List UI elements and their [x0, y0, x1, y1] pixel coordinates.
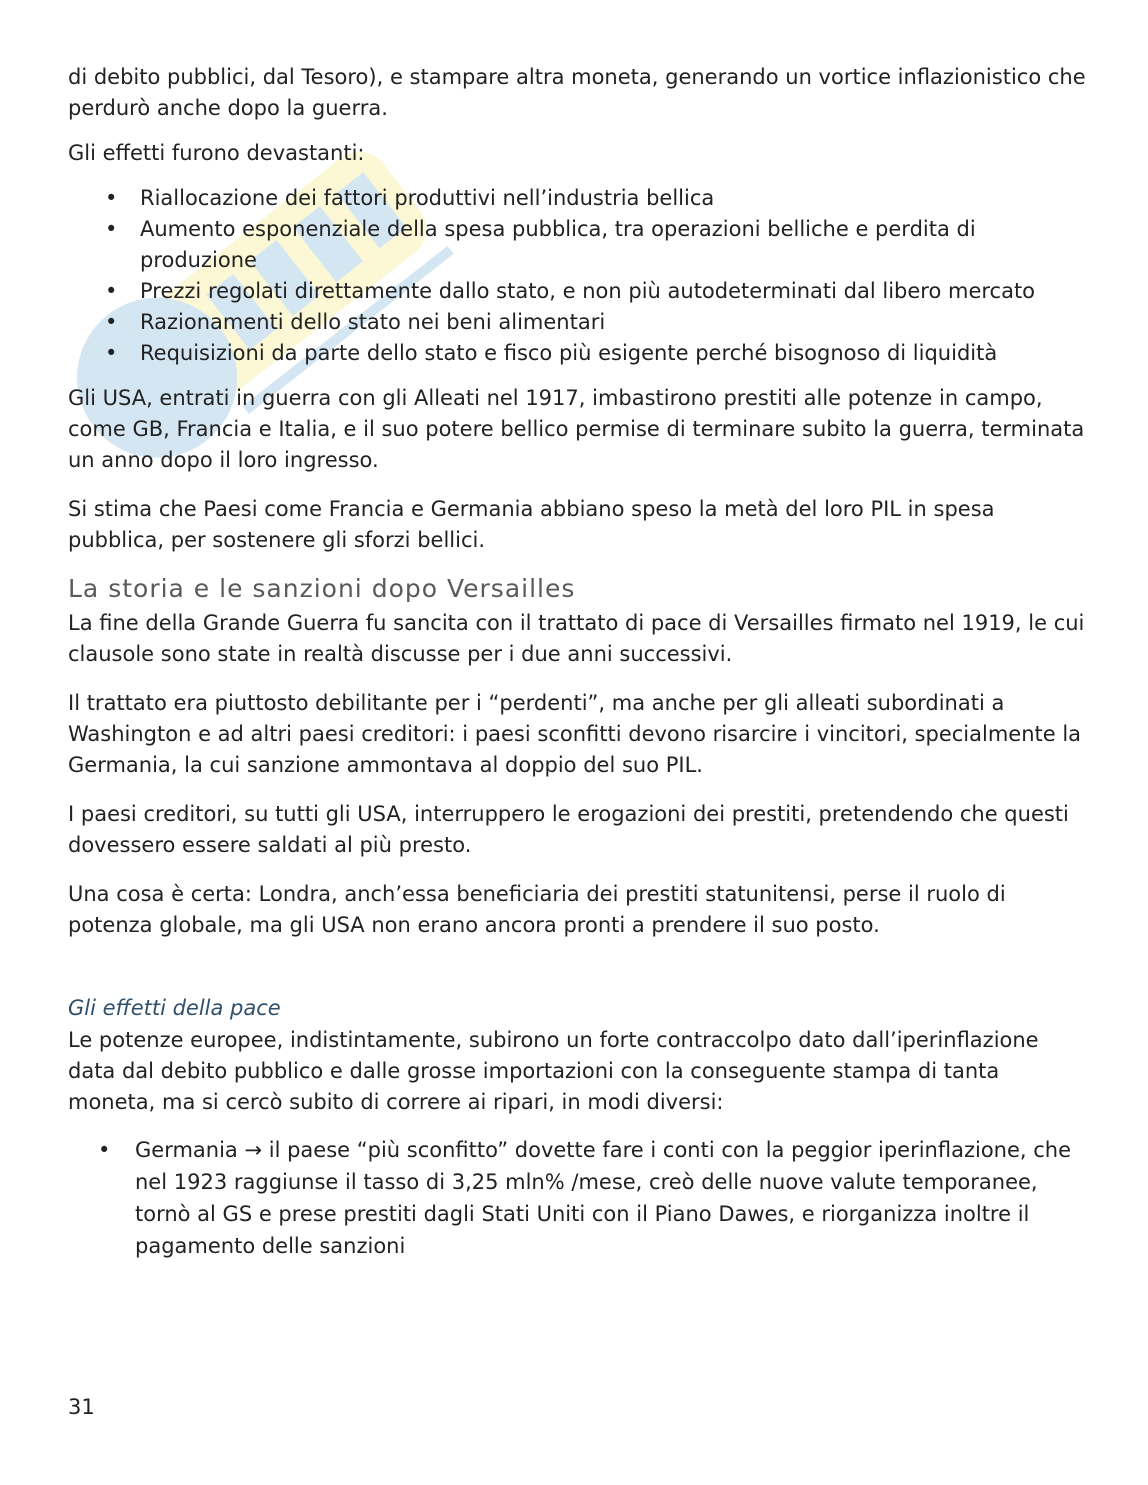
bullet-icon: • [105, 217, 118, 241]
list-item: • Germania → il paese “più sconfitto” dovette fare i conti con la peggior iperinflazione, che nel 1923 raggiunse il tasso di 3,25 mln% /mese, creò delle nuove valute temporanee, tornò al GS e prese prestiti dagli Stati Uniti con il Piano Dawes, e riorganizza inoltre il pagamento delle sanzioni [68, 1134, 1088, 1262]
paragraph-usa: Gli USA, entrati in guerra con gli Alleati nel 1917, imbastirono prestiti alle potenze in campo, come GB, Francia e Italia, e il suo potere bellico permise di terminare subito la guerra, terminata un anno dopo il loro ingresso. [68, 386, 1085, 472]
bullet-icon: • [98, 1138, 111, 1162]
bullet-icon: • [105, 310, 118, 334]
list-item: • Razionamenti dello stato nei beni alimentari [68, 307, 1088, 338]
paragraph-potenze: Le potenze europee, indistintamente, subirono un forte contraccolpo dato dall’iperinflazione data dal debito pubblico e dalle grosse importazioni con la conseguente stampa di tanta moneta, ma si cercò subito di correre ai ripari, in modi diversi: [68, 1028, 1039, 1114]
page-number: 31 [68, 1395, 95, 1419]
bullet-icon: • [105, 186, 118, 210]
paragraph-trattato: Il trattato era piuttosto debilitante per i “perdenti”, ma anche per gli alleati subordinati a Washington e ad altri paesi creditori: i paesi sconfitti devono risarcire i vincitori, specialmente la Germania, la cui sanzione ammontava al doppio del suo PIL. [68, 691, 1082, 777]
bullet-icon: • [105, 341, 118, 365]
page-content [68, 62, 1088, 1262]
paragraph-londra: Una cosa è certa: Londra, anch’essa beneficiaria dei prestiti statunitensi, perse il ruolo di potenza globale, ma gli USA non erano ancora pronti a prendere il suo posto. [68, 882, 1006, 937]
paragraph-versailles: La fine della Grande Guerra fu sancita con il trattato di pace di Versailles firmato nel 1919, le cui clausole sono state in realtà discusse per i due anni successivi. [68, 611, 1085, 666]
list-item: • Aumento esponenziale della spesa pubblica, tra operazioni belliche e perdita di produzione [68, 214, 1088, 276]
paragraph-creditori: I paesi creditori, su tutti gli USA, interruppero le erogazioni dei prestiti, pretendendo che questi dovessero essere saldati al più presto. [68, 802, 1069, 857]
effects-list [68, 183, 1088, 369]
list-item: • Riallocazione dei fattori produttivi nell’industria bellica [68, 183, 1088, 214]
paragraph-intro-1: di debito pubblici, dal Tesoro), e stampare altra moneta, generando un vortice inflazionistico che perdurò anche dopo la guerra. [68, 65, 1086, 120]
paragraph-pil: Si stima che Paesi come Francia e Germania abbiano speso la metà del loro PIL in spesa pubblica, per sostenere gli sforzi bellici. [68, 497, 995, 552]
section-heading: La storia e le sanzioni dopo Versailles [68, 574, 576, 603]
list-item: • Requisizioni da parte dello stato e fisco più esigente perché bisognoso di liquidità [68, 338, 1088, 369]
paragraph-intro-2: Gli effetti furono devastanti: [68, 141, 365, 165]
peace-effects-list [68, 1134, 1088, 1262]
bullet-icon: • [105, 279, 118, 303]
list-item: • Prezzi regolati direttamente dallo stato, e non più autodeterminati dal libero mercato [68, 276, 1088, 307]
subsection-heading: Gli effetti della pace [68, 996, 281, 1020]
